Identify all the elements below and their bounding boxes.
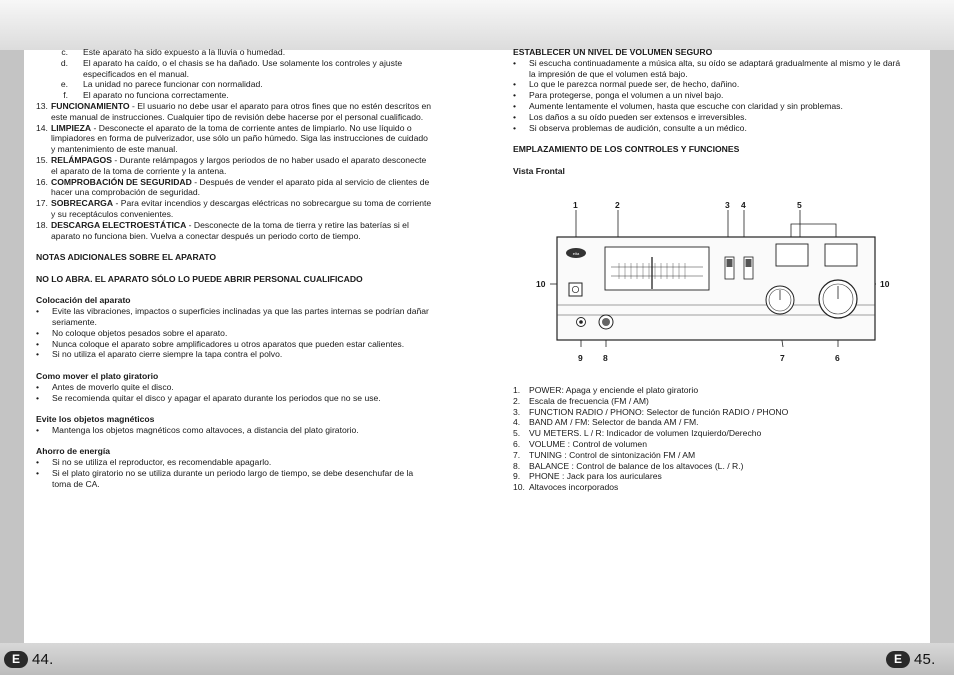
- page-number-left: [4, 648, 53, 670]
- list-item: [513, 471, 908, 482]
- left-column: [36, 47, 434, 490]
- item-marker: 9.: [513, 471, 521, 482]
- bullet-item: • Si escucha continuadamente a música alta, su oído se adaptará gradualmente al mismo y le dará la impresión de que el volumen está bajo.: [513, 58, 908, 80]
- bullet-item: • Nunca coloque el aparato sobre amplificadores u otros aparatos que pueden estar calientes.: [36, 339, 434, 350]
- list-item: [513, 385, 908, 396]
- callout-3: 3: [725, 200, 730, 210]
- list-item: [36, 101, 434, 123]
- list-item: [513, 461, 908, 472]
- bullet-text: Antes de moverlo quite el disco.: [52, 381, 174, 392]
- bullet-item: • Evite las vibraciones, impactos o superficies inclinadas ya que las partes internas se podrían dañar seriamente.: [36, 306, 434, 328]
- list-item: [513, 439, 908, 450]
- list-item: [513, 482, 908, 493]
- callout-6: 6: [835, 353, 840, 363]
- callout-2: 2: [615, 200, 620, 210]
- bullet-item: • Si el plato giratorio no se utiliza durante un periodo largo de tiempo, se debe desenchufar de la toma de CA.: [36, 468, 434, 490]
- item-marker: 16.: [36, 176, 48, 187]
- front-panel-illustration: [533, 197, 893, 365]
- item-marker: 13.: [36, 100, 48, 111]
- item-text: TUNING : Control de sintonización FM / AM: [529, 449, 696, 460]
- list-item: [36, 198, 434, 220]
- page-number-text: 44.: [32, 650, 54, 668]
- item-body: - Desconecte de la toma de tierra y retire las baterías si el aparato no funciona bien. Vuelva a conectar después un periodo corto de tiempo.: [51, 219, 409, 241]
- callout-4: 4: [741, 200, 746, 210]
- bullet-text: Mantenga los objetos magnéticos como altavoces, a distancia del plato giratorio.: [52, 424, 359, 435]
- item-body: - Después de vender el aparato pida al servicio de clientes de hacer una comprobación de seguridad.: [51, 176, 430, 198]
- header-band: [0, 0, 954, 50]
- item-text: [51, 220, 434, 242]
- language-badge: E: [4, 651, 28, 668]
- item-heading: RELÁMPAGOS: [51, 154, 112, 165]
- item-text: La unidad no parece funcionar con normalidad.: [83, 79, 263, 90]
- language-badge: E: [886, 651, 910, 668]
- svg-text:elta: elta: [572, 251, 580, 256]
- item-heading: DESCARGA ELECTROESTÁTICA: [51, 219, 187, 230]
- section-title: Colocación del aparato: [36, 295, 131, 306]
- item-heading: FUNCIONAMIENTO: [51, 100, 130, 111]
- list-item: [513, 450, 908, 461]
- item-body: - Para evitar incendios y descargas eléctricas no sobrecargue su toma de corriente y su receptáculos convenientes.: [51, 198, 432, 219]
- callout-8: 8: [603, 353, 608, 363]
- bullet-item: • Lo que le parezca normal puede ser, de hecho, dañino.: [513, 79, 908, 90]
- footer-band: [0, 643, 954, 675]
- left-margin-bar: [0, 50, 24, 643]
- list-item: [513, 428, 908, 439]
- alpha-list: [36, 47, 434, 101]
- item-marker: 2.: [513, 395, 521, 406]
- list-item: [52, 90, 434, 101]
- list-item: [36, 155, 434, 177]
- bullet-text: Aumente lentamente el volumen, hasta que escuche con claridad y sin problemas.: [529, 100, 843, 111]
- bullet-text: Nunca coloque el aparato sobre amplificadores u otros aparatos que pueden estar calientes.: [52, 338, 405, 349]
- list-item: [52, 47, 434, 58]
- item-text: Escala de frecuencia (FM / AM): [529, 395, 649, 406]
- item-marker: 14.: [36, 122, 48, 133]
- item-marker: 7.: [513, 449, 521, 460]
- numbered-list: [36, 101, 434, 241]
- bullet-item: • No coloque objetos pesados sobre el aparato.: [36, 328, 434, 339]
- controls-heading: EMPLAZAMIENTO DE LOS CONTROLES Y FUNCIONES: [513, 144, 740, 155]
- item-heading: SOBRECARGA: [51, 198, 114, 209]
- item-marker: 17.: [36, 198, 48, 209]
- item-marker: 8.: [513, 460, 521, 471]
- item-marker: 15.: [36, 154, 48, 165]
- item-body: - Desconecte el aparato de la toma de corriente antes de limpiarlo. No use líquido o limpiadores en forma de pulverizador, use sólo un paño húmedo. Siga las instrucciones de cuidado y mantenimiento de este manual.: [51, 122, 428, 155]
- list-item: [52, 58, 434, 80]
- front-panel-diagram: [533, 197, 893, 365]
- bullet-item: • Para protegerse, ponga el volumen a un nivel bajo.: [513, 90, 908, 101]
- callout-5: 5: [797, 200, 802, 210]
- bullet-text: Lo que le parezca normal puede ser, de hecho, dañino.: [529, 79, 740, 90]
- bullet-text: Se recomienda quitar el disco y apagar el aparato durante los periodos que no se use.: [52, 392, 381, 403]
- list-item: [36, 123, 434, 155]
- item-text: POWER: Apaga y enciende el plato giratorio: [529, 385, 699, 395]
- callout-10-right: 10: [880, 279, 890, 289]
- item-marker: e.: [60, 79, 68, 90]
- callout-9: 9: [578, 353, 583, 363]
- item-text: Altavoces incorporados: [529, 482, 619, 493]
- item-body: - Durante relámpagos y largos periodos de no haber usado el aparato desconecte el aparato de la toma de corriente y la antena.: [51, 154, 427, 176]
- item-text: VOLUME : Control de volumen: [529, 438, 647, 449]
- item-text: PHONE : Jack para los auriculares: [529, 471, 662, 482]
- item-marker: 6.: [513, 438, 521, 449]
- item-marker: 4.: [513, 417, 521, 428]
- right-margin-bar: [930, 50, 954, 643]
- item-heading: LIMPIEZA: [51, 122, 92, 133]
- bullet-text: Si escucha continuadamente a música alta, su oído se adaptará gradualmente al mismo y le dará la impresión de que el volumen está bajo.: [529, 57, 901, 79]
- section-title: Ahorro de energía: [36, 446, 111, 457]
- item-text: [51, 101, 434, 123]
- bullet-item: • Si observa problemas de audición, consulte a un médico.: [513, 123, 908, 134]
- list-item: [52, 79, 434, 90]
- item-text: FUNCTION RADIO / PHONO: Selector de función RADIO / PHONO: [529, 406, 789, 417]
- list-item: [513, 417, 908, 428]
- bullet-item: • Si no utiliza el aparato cierre siempre la tapa contra el polvo.: [36, 349, 434, 360]
- warning-heading: NO LO ABRA. EL APARATO SÓLO LO PUEDE ABRIR PERSONAL CUALIFICADO: [36, 273, 363, 284]
- item-text: [51, 177, 434, 199]
- item-marker: 5.: [513, 428, 521, 439]
- item-marker: 3.: [513, 406, 521, 417]
- item-marker: d.: [60, 57, 68, 68]
- item-marker: 10.: [513, 482, 525, 493]
- item-text: [51, 123, 434, 155]
- bullet-item: • Se recomienda quitar el disco y apagar el aparato durante los periodos que no se use.: [36, 393, 434, 404]
- callout-7: 7: [780, 353, 785, 363]
- item-text: Este aparato ha sido expuesto a la lluvia o humedad.: [83, 47, 286, 57]
- list-item: [36, 220, 434, 242]
- bullet-item: • Aumente lentamente el volumen, hasta que escuche con claridad y sin problemas.: [513, 101, 908, 112]
- bullet-text: Si el plato giratorio no se utiliza durante un periodo largo de tiempo, se debe desenchufar de la toma de CA.: [52, 468, 414, 489]
- bullet-item: • Mantenga los objetos magnéticos como altavoces, a distancia del plato giratorio.: [36, 425, 434, 436]
- page-number-right: [886, 648, 935, 670]
- list-item: [513, 396, 908, 407]
- item-text: [51, 198, 434, 220]
- bullet-text: Para protegerse, ponga el volumen a un nivel bajo.: [529, 90, 724, 101]
- right-column: [513, 47, 908, 177]
- bullet-item: • Los daños a su oído pueden ser extensos e irreversibles.: [513, 112, 908, 123]
- list-item: [513, 407, 908, 418]
- bullet-text: Si no se utiliza el reproductor, es recomendable apagarlo.: [52, 457, 272, 468]
- volume-heading: ESTABLECER UN NIVEL DE VOLUMEN SEGURO: [513, 47, 713, 57]
- section-title: Como mover el plato giratorio: [36, 370, 159, 381]
- item-text: [51, 155, 434, 177]
- list-item: [36, 177, 434, 199]
- item-marker: f.: [63, 90, 68, 101]
- callout-10-left: 10: [536, 279, 546, 289]
- bullet-item: • Antes de moverlo quite el disco.: [36, 382, 434, 393]
- item-text: VU METERS. L / R: Indicador de volumen Izquierdo/Derecho: [529, 428, 762, 439]
- notes-heading: NOTAS ADICIONALES SOBRE EL APARATO: [36, 252, 217, 263]
- bullet-text: No coloque objetos pesados sobre el aparato.: [52, 327, 228, 338]
- page-number-text: 45.: [914, 650, 936, 668]
- item-body: - El usuario no debe usar el aparato para otros fines que no estén descritos en este manual de instrucciones. Cualquier tipo de revisión debe hacerse por el personal cualificado.: [51, 100, 432, 122]
- item-text: El aparato ha caído, o el chasis se ha dañado. Use solamente los controles y ajuste especificados en el manual.: [83, 57, 403, 79]
- item-text: El aparato no funciona correctamente.: [83, 90, 229, 101]
- item-marker: c.: [61, 47, 68, 57]
- bullet-text: Evite las vibraciones, impactos o superficies inclinadas ya que las partes internas se podrían dañar seriamente.: [52, 306, 429, 327]
- item-text: BAND AM / FM: Selector de banda AM / FM.: [529, 417, 699, 428]
- bullet-text: Si observa problemas de audición, consulte a un médico.: [529, 122, 747, 133]
- item-marker: 18.: [36, 219, 48, 230]
- functions-list: [513, 385, 908, 493]
- bullet-text: Si no utiliza el aparato cierre siempre la tapa contra el polvo.: [52, 349, 283, 360]
- front-view-title: Vista Frontal: [513, 165, 565, 176]
- bullet-item: • Si no se utiliza el reproductor, es recomendable apagarlo.: [36, 457, 434, 468]
- item-marker: 1.: [513, 385, 521, 395]
- item-heading: COMPROBACIÓN DE SEGURIDAD: [51, 176, 192, 187]
- callout-1: 1: [573, 200, 578, 210]
- item-text: BALANCE : Control de balance de los altavoces (L. / R.): [529, 460, 744, 471]
- section-title: Evite los objetos magnéticos: [36, 414, 155, 425]
- bullet-text: Los daños a su oído pueden ser extensos e irreversibles.: [529, 111, 747, 122]
